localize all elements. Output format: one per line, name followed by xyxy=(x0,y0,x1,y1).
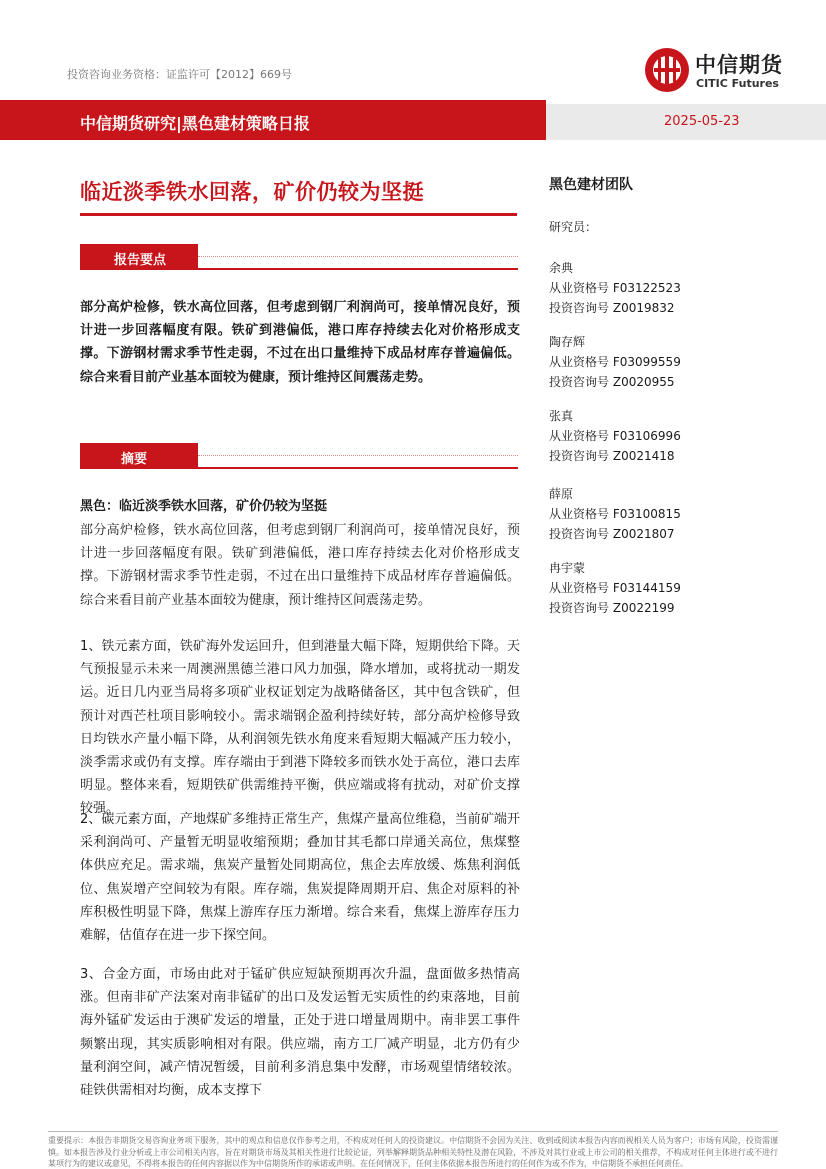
consult-number: Z0021807 xyxy=(612,527,675,541)
analyst-name: 张真 xyxy=(549,409,574,423)
citic-emblem-icon xyxy=(643,46,691,94)
consult-number: Z0020955 xyxy=(612,375,675,389)
consult-label: 投资咨询号 xyxy=(549,527,610,541)
qual-label: 从业资格号 xyxy=(549,355,610,369)
logo-name-cn: 中信期货 xyxy=(695,53,783,77)
qual-number: F03099559 xyxy=(612,355,681,369)
analyst-name: 陶存辉 xyxy=(549,335,586,349)
consult-label: 投资咨询号 xyxy=(549,375,610,389)
consult-label: 投资咨询号 xyxy=(549,601,610,615)
logo-name-en: CITIC Futures xyxy=(696,77,779,90)
qual-label: 从业资格号 xyxy=(549,581,610,595)
summary-intro: 部分高炉检修，铁水高位回落，但考虑到钢厂利润尚可，接单情况良好，预计进一步回落幅度有限。铁矿到港偏低，港口库存持续去化对价格形成支撑。下游钢材需求季节性走弱，不过在出口量维持下成品材库存普遍偏低。综合来看目前产业基本面较为健康，预计维持区间震荡走势。 xyxy=(80,523,520,608)
qual-label: 从业资格号 xyxy=(549,429,610,443)
summary-heading: 黑色：临近淡季铁水回落，矿价仍较为坚挺 xyxy=(80,499,328,514)
analyst-name: 余典 xyxy=(549,261,574,275)
analyst-name: 薛原 xyxy=(549,487,574,501)
qual-number: F03106996 xyxy=(612,429,681,443)
qual-number: F03122523 xyxy=(612,281,681,295)
analyst-name: 冉宇蒙 xyxy=(549,561,586,575)
report-series-title: 中信期货研究|黑色建材策略日报 xyxy=(80,114,310,133)
consult-number: Z0019832 xyxy=(612,301,675,315)
consult-number: Z0022199 xyxy=(612,601,675,615)
title-divider xyxy=(80,213,517,216)
license-text: 投资咨询业务资格：证监许可【2012】669号 xyxy=(67,68,292,81)
qual-label: 从业资格号 xyxy=(549,507,610,521)
researcher-label: 研究员： xyxy=(549,220,598,234)
team-title: 黑色建材团队 xyxy=(549,177,633,193)
point-iron: 1、铁元素方面，铁矿海外发运回升，但到港量大幅下降，短期供给下降。天气预报显示未来一周澳洲黑德兰港口风力加强，降水增加，或将扰动一期发运。近日几内亚当局将多项矿业权证划定为战略储备区，其中包含铁矿，但预计对西芒杜项目影响较小。需求端钢企盈利持续好转，部分高炉检修导致日均铁水产量小幅下降，从利润领先铁水角度来看短期大幅减产压力较小，淡季需求或仍有支撑。库存端由于到港下降较多而铁水处于高位，港口去库明显。整体来看，短期铁矿供需维持平衡，供应端或将有扰动，对矿价支撑较强。 xyxy=(80,639,520,817)
company-logo xyxy=(643,44,808,98)
consult-label: 投资咨询号 xyxy=(549,449,610,463)
page-title: 临近淡季铁水回落，矿价仍较为坚挺 xyxy=(80,180,424,204)
qual-number: F03100815 xyxy=(612,507,681,521)
footer-divider xyxy=(48,1131,778,1132)
summary-label: 摘要 xyxy=(121,452,148,467)
report-date: 2025-05-23 xyxy=(664,114,740,129)
key-points-section-tag xyxy=(80,244,518,270)
qual-number: F03144159 xyxy=(612,581,681,595)
key-points-label: 报告要点 xyxy=(114,253,167,268)
analyst-card xyxy=(549,558,769,618)
point-alloy: 3、合金方面，市场由此对于锰矿供应短缺预期再次升温，盘面做多热情高涨。但南非矿产法案对南非锰矿的出口及发运暂无实质性的约束落地，目前海外锰矿发运由于澳矿发运的增量，正处于进口增量周期中。南非罢工事件频繁出现，其实质影响相对有限。供应端，南方工厂减产明显，北方仍有少量利润空间，减产情况暂缓，目前利多消息集中发酵，市场观望情绪较浓。硅铁供需相对均衡，成本支撑下 xyxy=(80,967,520,1099)
consult-number: Z0021418 xyxy=(612,449,675,463)
qual-label: 从业资格号 xyxy=(549,281,610,295)
analyst-card xyxy=(549,406,769,466)
disclaimer-text: 重要提示：本报告非期货交易咨询业务项下服务，其中的观点和信息仅作参考之用，不构成对任何人的投资建议。中信期货不会因为关注、收到或阅读本报告内容而视相关人员为客户；市场有风险，投资需谨慎。如本报告涉及行业分析或上市公司相关内容，旨在对期货市场及其相关性进行比较论证，列举解释期货品种相关特性及潜在风险，不涉及对其行业或上市公司的相关推荐，不构成对任何主体进行或不进行某项行为的建议或意见，不得将本报告的任何内容据以作为中信期货所作的承诺或声明。在任何情况下，任何主体依据本报告所进行的任何作为或不作为，中信期货不承担任何责任。 xyxy=(48,1136,778,1168)
summary-section-tag xyxy=(80,443,518,469)
analyst-card xyxy=(549,258,769,318)
analyst-card xyxy=(549,332,769,392)
consult-label: 投资咨询号 xyxy=(549,301,610,315)
point-carbon: 2、碳元素方面，产地煤矿多维持正常生产，焦煤产量高位维稳，当前矿端开采利润尚可、产量暂无明显收缩预期；叠加甘其毛都口岸通关高位，焦煤整体供应充足。需求端，焦炭产量暂处同期高位，焦企去库放缓、炼焦利润低位、焦炭增产空间较为有限。库存端，焦炭提降周期开启、焦企对原料的补库积极性明显下降，焦煤上游库存压力渐增。综合来看，焦煤上游库存压力难解，估值存在进一步下探空间。 xyxy=(80,812,520,944)
key-points-text: 部分高炉检修，铁水高位回落，但考虑到钢厂利润尚可，接单情况良好，预计进一步回落幅度有限。铁矿到港偏低，港口库存持续去化对价格形成支撑。下游钢材需求季节性走弱，不过在出口量维持下成品材库存普遍偏低。综合来看目前产业基本面较为健康，预计维持区间震荡走势。 xyxy=(80,300,520,385)
analyst-card xyxy=(549,484,769,544)
